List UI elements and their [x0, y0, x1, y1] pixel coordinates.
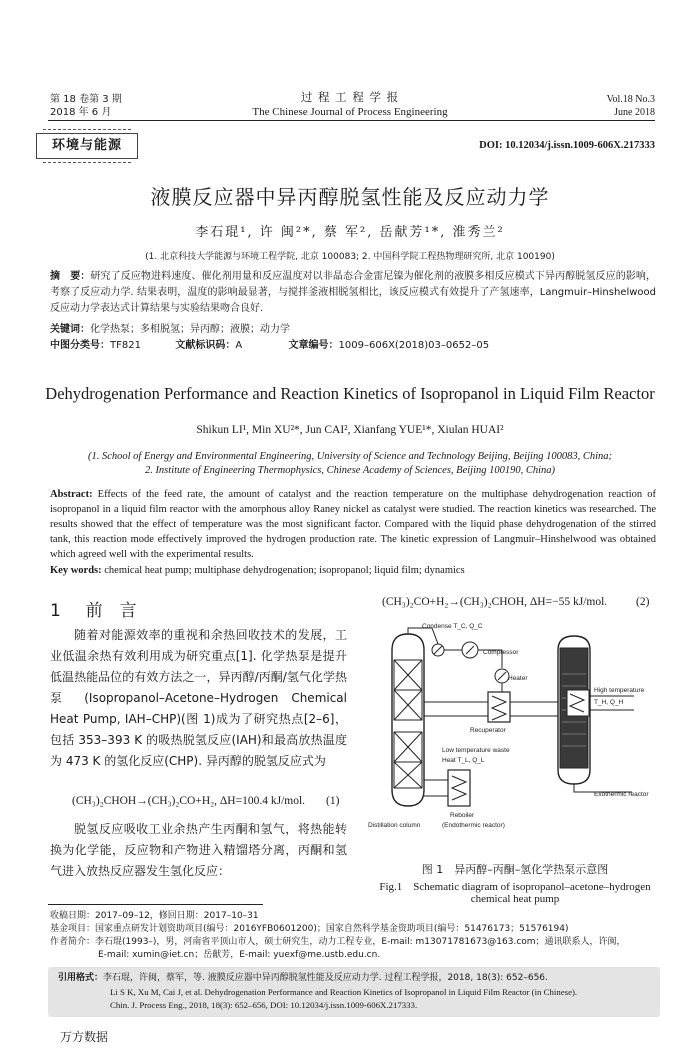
- equation-2: (CH₃)₂CO+H₂→(CH₃)₂CHOH, ΔH=−55 kJ/mol.: [382, 596, 608, 608]
- article-no-value: 1009–606X(2018)03–0652–05: [338, 340, 490, 351]
- header-date-en: June 2018: [614, 107, 655, 118]
- doc-code-label: 文献标识码：: [175, 340, 236, 351]
- figure-1-caption-en-1: Fig.1 Schematic diagram of isopropanol–acetone–hydrogen: [379, 881, 651, 893]
- header-journal-cn: 过 程 工 程 学 报: [300, 90, 400, 104]
- label-low-temp-waste: Low temperature waste: [442, 747, 510, 754]
- figure-1-caption-en-2: chemical heat pump: [470, 893, 560, 905]
- abstract-en: [50, 487, 656, 562]
- section-1-paragraph-2: 脱氢反应吸收工业余热产生丙酮和氢气，将热能转换为化学能，反应物和产物进入精馏塔分离，丙酮和氢气进入放热反应器发生氢化反应：: [50, 822, 347, 878]
- header-volume-cn: 第 18 卷第 3 期: [50, 94, 122, 105]
- doi[interactable]: DOI: 10.12034/j.issn.1009-606X.217333: [479, 140, 655, 151]
- reboiler-shape: [424, 770, 470, 806]
- authors-cn: 李石琨¹, 许 闽²*, 蔡 军², 岳献芳¹*, 淮秀兰²: [195, 225, 505, 240]
- heater-icon: [495, 669, 509, 692]
- keywords-cn: [50, 322, 656, 338]
- recuperator-icon: [424, 692, 576, 722]
- label-distillation-column: Distillation column: [368, 822, 421, 829]
- title-cn: 液膜反应器中异丙醇脱氢性能及反应动力学: [150, 185, 550, 209]
- label-reboiler: Reboiler: [450, 812, 475, 819]
- article-no-label: 文章编号：: [288, 340, 339, 351]
- affiliation-cn: (1. 北京科技大学能源与环境工程学院, 北京 100083; 2. 中国科学院工程热物理研究所, 北京 100190): [145, 252, 555, 262]
- abstract-cn-text: 研究了反应物进料速度、催化剂用量和反应温度对以非晶态合金雷尼镍为催化剂的液膜多相反应模式下异丙醇脱氢反应的影响，考察了反应动力学. 结果表明，温度的影响最显著，与搅拌釜液相脱氢相比，该反应模式有效提升了产氢速率，Langmuir–Hinshelwood 反应动力学表达式计算结果与实验结果吻合良好.: [50, 271, 657, 314]
- footnote-bio-1: 作者简介：李石琨(1993–)，男，河南省平顶山市人，硕士研究生，动力工程专业，E-mail: m13071781673@163.com；通讯联系人，许闽，: [50, 937, 626, 947]
- equation-2-number: (2): [636, 596, 650, 608]
- equation-1: (CH₃)₂CHOH→(CH₃)₂CO+H₂, ΔH=100.4 kJ/mol.: [72, 795, 306, 807]
- citation-en-2: Chin. J. Process Eng., 2018, 18(3): 652–656, DOI: 10.12034/j.issn.1009-606X.217333.: [110, 1000, 418, 1010]
- abstract-cn-label: 摘 要：: [50, 271, 91, 282]
- label-high-temp: High temperature: [594, 687, 645, 694]
- section-1-heading: [50, 596, 137, 621]
- clc-label: 中图分类号：: [50, 340, 110, 351]
- figure-1-caption-cn: 图 1 异丙醇–丙酮–氢化学热泵示意图: [421, 863, 609, 876]
- abstract-cn: [50, 269, 656, 317]
- authors-en: Shikun LI¹, Min XU²*, Jun CAI², Xianfang YUE¹*, Xiulan HUAI²: [196, 424, 504, 436]
- label-endothermic-reactor: (Endothermic reactor): [442, 822, 505, 829]
- keywords-en-label: Key words:: [50, 565, 102, 576]
- affiliation-en-1: (1. School of Energy and Environmental Engineering, University of Science and Technology Beijing, Beijing 100083, China;: [87, 451, 613, 462]
- section-badge: 环境与能源: [36, 133, 138, 159]
- section-1-number: 1: [50, 601, 61, 621]
- keywords-cn-label: 关键词：: [50, 324, 90, 335]
- exothermic-reactor-shape: [558, 636, 634, 792]
- footnote-bio-2: E-mail: xumin@iet.cn；岳献芳，E-mail: yuexf@me.ustb.edu.cn.: [98, 950, 381, 960]
- label-compressor: Compressor: [483, 649, 519, 656]
- figure-1-diagram: [362, 620, 668, 842]
- doc-code-value: A: [235, 340, 243, 351]
- footnote-rule: [48, 904, 263, 905]
- keywords-cn-text: 化学热泵；多相脱氢；异丙醇；液膜；动力学: [90, 324, 290, 335]
- section-1-paragraph-1: 随着对能源效率的重视和余热回收技术的发展，工业低温余热有效利用成为研究重点[1]. 化学热泵是提升低温热能品位的有效方法之一，异丙醇/丙酮/氢气化学热泵 (Isopropanol–Acetone–Hydrogen Chemical Heat Pump, IAH–CHP)(图 1)成为了研究热点[2–6]，包括 353–393 K 的吸热脱氢反应(IAH)和最高放热温度为 473 K 的氢化反应(CHP). 异丙醇的脱氢反应式为: [50, 628, 347, 768]
- footnote-received: 收稿日期：2017–09–12，修回日期：2017–10–31: [50, 911, 259, 921]
- label-th-qh: T_H, Q_H: [594, 699, 624, 706]
- keywords-en-text: chemical heat pump; multiphase dehydrogenation; isopropanol; liquid film; dynamics: [104, 565, 465, 576]
- clc-value: TF821: [110, 340, 141, 351]
- label-heat-tl: Heat T_L, Q_L: [442, 757, 485, 764]
- header-date-cn: 2018 年 6 月: [50, 107, 112, 118]
- classification-line: [50, 338, 656, 354]
- footnote-funding: 基金项目：国家重点研发计划资助项目(编号：2016YFB0601200)；国家自然科学基金资助项目(编号：51476173；51576194): [50, 924, 569, 934]
- abstract-en-text: Effects of the feed rate, the amount of catalyst and the reaction temperature on the multiphase dehydrogenation reaction of isopropanol in a liquid film reactor with the amorphous alloy Raney nickel as catalyst were studied. The reaction kinetics was researched. The results showed that the effect of temperature was the most significant factor. Compared with the liquid phase dehydrogenation of the stirred tank, this reaction mode effectively improved the hydrogen production rate. The kinetic expression of Langmuir–Hinshelwood was obtained which agreed well with the experimental results.: [50, 489, 656, 560]
- keywords-en: [50, 563, 656, 578]
- label-condense: Condense T_C, Q_C: [422, 623, 483, 630]
- label-recuperator: Recuperator: [470, 727, 506, 734]
- equation-1-number: (1): [326, 795, 340, 807]
- citation-label: 引用格式：: [58, 973, 104, 983]
- citation-cn: [58, 972, 654, 985]
- affiliation-en-2: 2. Institute of Engineering Thermophysics, Chinese Academy of Sciences, Beijing 100190, China): [144, 465, 556, 476]
- header-rule: [48, 120, 655, 121]
- label-heater: Heater: [508, 675, 528, 682]
- label-exothermic-reactor: Exothermic reactor: [594, 791, 649, 798]
- distillation-column-shape: [392, 634, 424, 806]
- citation-box: [48, 967, 660, 1017]
- section-1-title: 前 言: [85, 601, 137, 621]
- header-volume-en: Vol.18 No.3: [606, 94, 655, 105]
- watermark: 万方数据: [60, 1030, 109, 1044]
- header-journal-en: The Chinese Journal of Process Engineering: [252, 106, 448, 118]
- title-en: Dehydrogenation Performance and Reaction Kinetics of Isopropanol in Liquid Film Reactor: [45, 384, 655, 403]
- citation-cn-text: 李石琨，许闽，蔡军，等. 液膜反应器中异丙醇脱氢性能及反应动力学. 过程工程学报，2018, 18(3): 652–656.: [103, 973, 548, 983]
- citation-en-1: Li S K, Xu M, Cai J, et al. Dehydrogenation Performance and Reaction Kinetics of Isopropanol in Liquid Film Reactor (in Chinese).: [110, 987, 578, 997]
- abstract-en-label: Abstract:: [50, 489, 93, 500]
